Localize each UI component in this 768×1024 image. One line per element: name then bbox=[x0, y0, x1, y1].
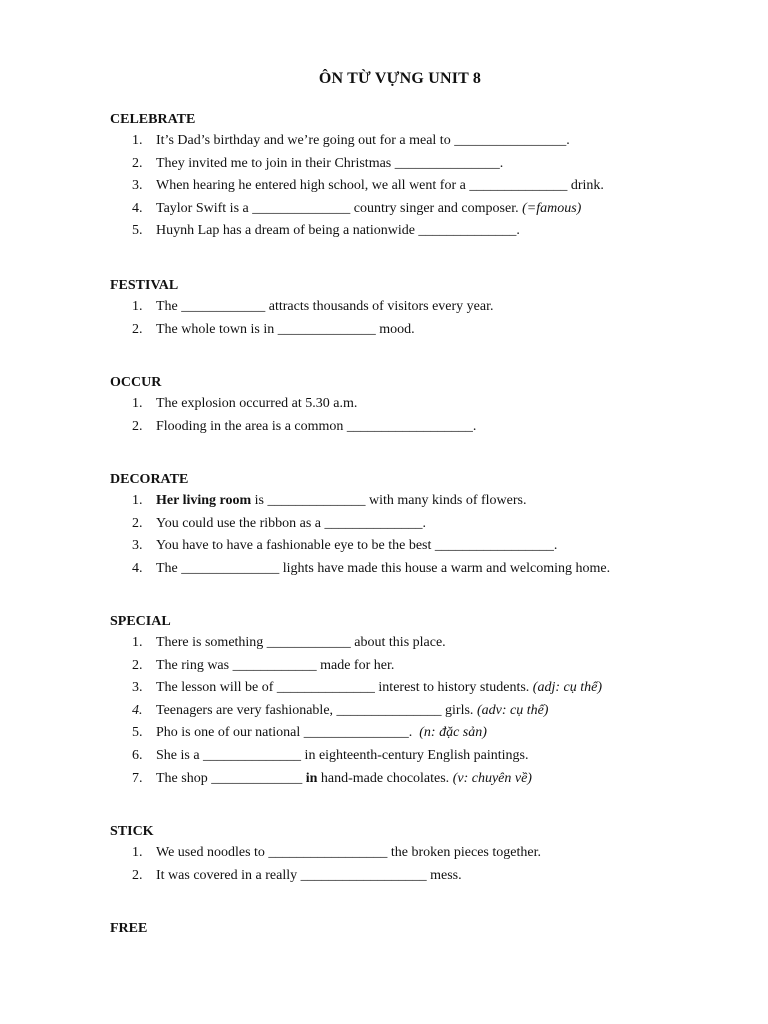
list-item bbox=[110, 130, 730, 153]
item-number: 3. bbox=[132, 538, 143, 554]
item-number: 3. bbox=[132, 680, 143, 696]
item-text: Taylor Swift is a ______________ country singer and composer. bbox=[156, 200, 519, 216]
list-item bbox=[110, 296, 730, 319]
section-free bbox=[110, 919, 730, 939]
item-text: We used noodles to _________________ the broken pieces together. bbox=[156, 845, 541, 860]
list-item bbox=[110, 393, 730, 416]
item-text: You could use the ribbon as a ______________. bbox=[156, 515, 427, 531]
item-number: 1. bbox=[132, 635, 143, 650]
section-special bbox=[110, 612, 730, 790]
list-item bbox=[110, 319, 730, 342]
item-bold-text: in bbox=[305, 770, 318, 786]
section-decorate bbox=[110, 470, 730, 580]
item-number: 2. bbox=[132, 321, 143, 337]
list-item bbox=[110, 722, 730, 745]
item-bold-text: Her living room bbox=[156, 493, 252, 508]
item-hint: (n: đặc sản) bbox=[419, 725, 487, 741]
list-item bbox=[110, 865, 730, 888]
section-heading: DECORATE bbox=[110, 472, 189, 487]
item-number: 4. bbox=[132, 560, 143, 576]
item-hint: (=famous) bbox=[522, 200, 582, 216]
item-text: She is a ______________ in eighteenth-century English paintings. bbox=[156, 747, 529, 763]
item-number: 5. bbox=[132, 223, 143, 239]
item-number: 2. bbox=[132, 418, 143, 434]
item-number: 7. bbox=[132, 770, 143, 786]
item-text: The lesson will be of ______________ interest to history students. bbox=[156, 680, 530, 696]
item-hint: (adv: cụ thể) bbox=[476, 702, 549, 718]
item-number: 2. bbox=[132, 657, 143, 673]
section-occur bbox=[110, 373, 730, 438]
item-text: The ring was ____________ made for her. bbox=[156, 657, 395, 673]
item-number: 1. bbox=[132, 493, 143, 508]
list-item bbox=[110, 513, 730, 536]
list-item bbox=[110, 490, 730, 513]
section-heading: SPECIAL bbox=[110, 614, 171, 629]
item-text: Pho is one of our national _______________. bbox=[156, 725, 413, 741]
list-item bbox=[110, 220, 730, 243]
item-number: 1. bbox=[132, 133, 143, 148]
item-hint: (v: chuyên về) bbox=[452, 770, 532, 786]
item-text: It’s Dad’s birthday and we’re going out for a meal to ________________. bbox=[156, 133, 570, 148]
item-text: Huynh Lap has a dream of being a nationwide ______________. bbox=[156, 223, 520, 239]
item-text: There is something ____________ about this place. bbox=[156, 635, 446, 650]
item-number: 1. bbox=[132, 396, 143, 411]
item-text: It was covered in a really __________________ mess. bbox=[156, 867, 462, 883]
list-item bbox=[110, 535, 730, 558]
item-number: 2. bbox=[132, 867, 143, 883]
list-item bbox=[110, 198, 730, 221]
section-heading: OCCUR bbox=[110, 375, 162, 390]
section-heading: FESTIVAL bbox=[110, 278, 179, 293]
item-number: 5. bbox=[132, 725, 143, 741]
list-item bbox=[110, 153, 730, 176]
section-heading: CELEBRATE bbox=[110, 112, 196, 127]
item-text: The ____________ attracts thousands of visitors every year. bbox=[156, 299, 494, 314]
list-item bbox=[110, 416, 730, 439]
list-item bbox=[110, 768, 730, 791]
list-item bbox=[110, 558, 730, 581]
list-item bbox=[110, 632, 730, 655]
item-number: 2. bbox=[132, 155, 143, 171]
list-item bbox=[110, 655, 730, 678]
item-text-after: hand-made chocolates. bbox=[317, 770, 450, 786]
item-number: 1. bbox=[132, 845, 143, 860]
item-number: 4. bbox=[132, 200, 143, 216]
section-festival bbox=[110, 276, 730, 341]
section-heading: FREE bbox=[110, 921, 148, 936]
item-text: is ______________ with many kinds of flowers. bbox=[251, 493, 527, 508]
item-text: The explosion occurred at 5.30 a.m. bbox=[156, 396, 358, 411]
section-celebrate bbox=[110, 110, 730, 243]
list-item bbox=[110, 842, 730, 865]
item-text: They invited me to join in their Christmas _______________. bbox=[156, 155, 504, 171]
item-number: 2. bbox=[132, 515, 143, 531]
section-stick bbox=[110, 822, 730, 887]
list-item bbox=[110, 175, 730, 198]
item-number: 3. bbox=[132, 178, 143, 194]
list-item bbox=[110, 677, 730, 700]
item-text: The ______________ lights have made this house a warm and welcoming home. bbox=[156, 560, 611, 576]
item-text: The whole town is in ______________ mood. bbox=[156, 321, 415, 337]
item-number: 6. bbox=[132, 747, 143, 763]
section-heading: STICK bbox=[110, 824, 154, 839]
item-hint: (adj: cụ thể) bbox=[532, 680, 602, 696]
item-text: When hearing he entered high school, we all went for a ______________ drink. bbox=[156, 178, 604, 194]
item-text: Flooding in the area is a common __________________. bbox=[156, 418, 477, 434]
page-title: ÔN TỪ VỰNG UNIT 8 bbox=[318, 70, 482, 87]
item-text: You have to have a fashionable eye to be the best _________________. bbox=[156, 538, 558, 554]
item-text: Teenagers are very fashionable, _______________ girls. bbox=[156, 702, 474, 718]
list-item bbox=[110, 745, 730, 768]
item-text: The shop _____________ bbox=[156, 770, 306, 786]
list-item bbox=[110, 700, 730, 723]
item-number: 4. bbox=[132, 702, 143, 718]
item-number: 1. bbox=[132, 299, 143, 314]
